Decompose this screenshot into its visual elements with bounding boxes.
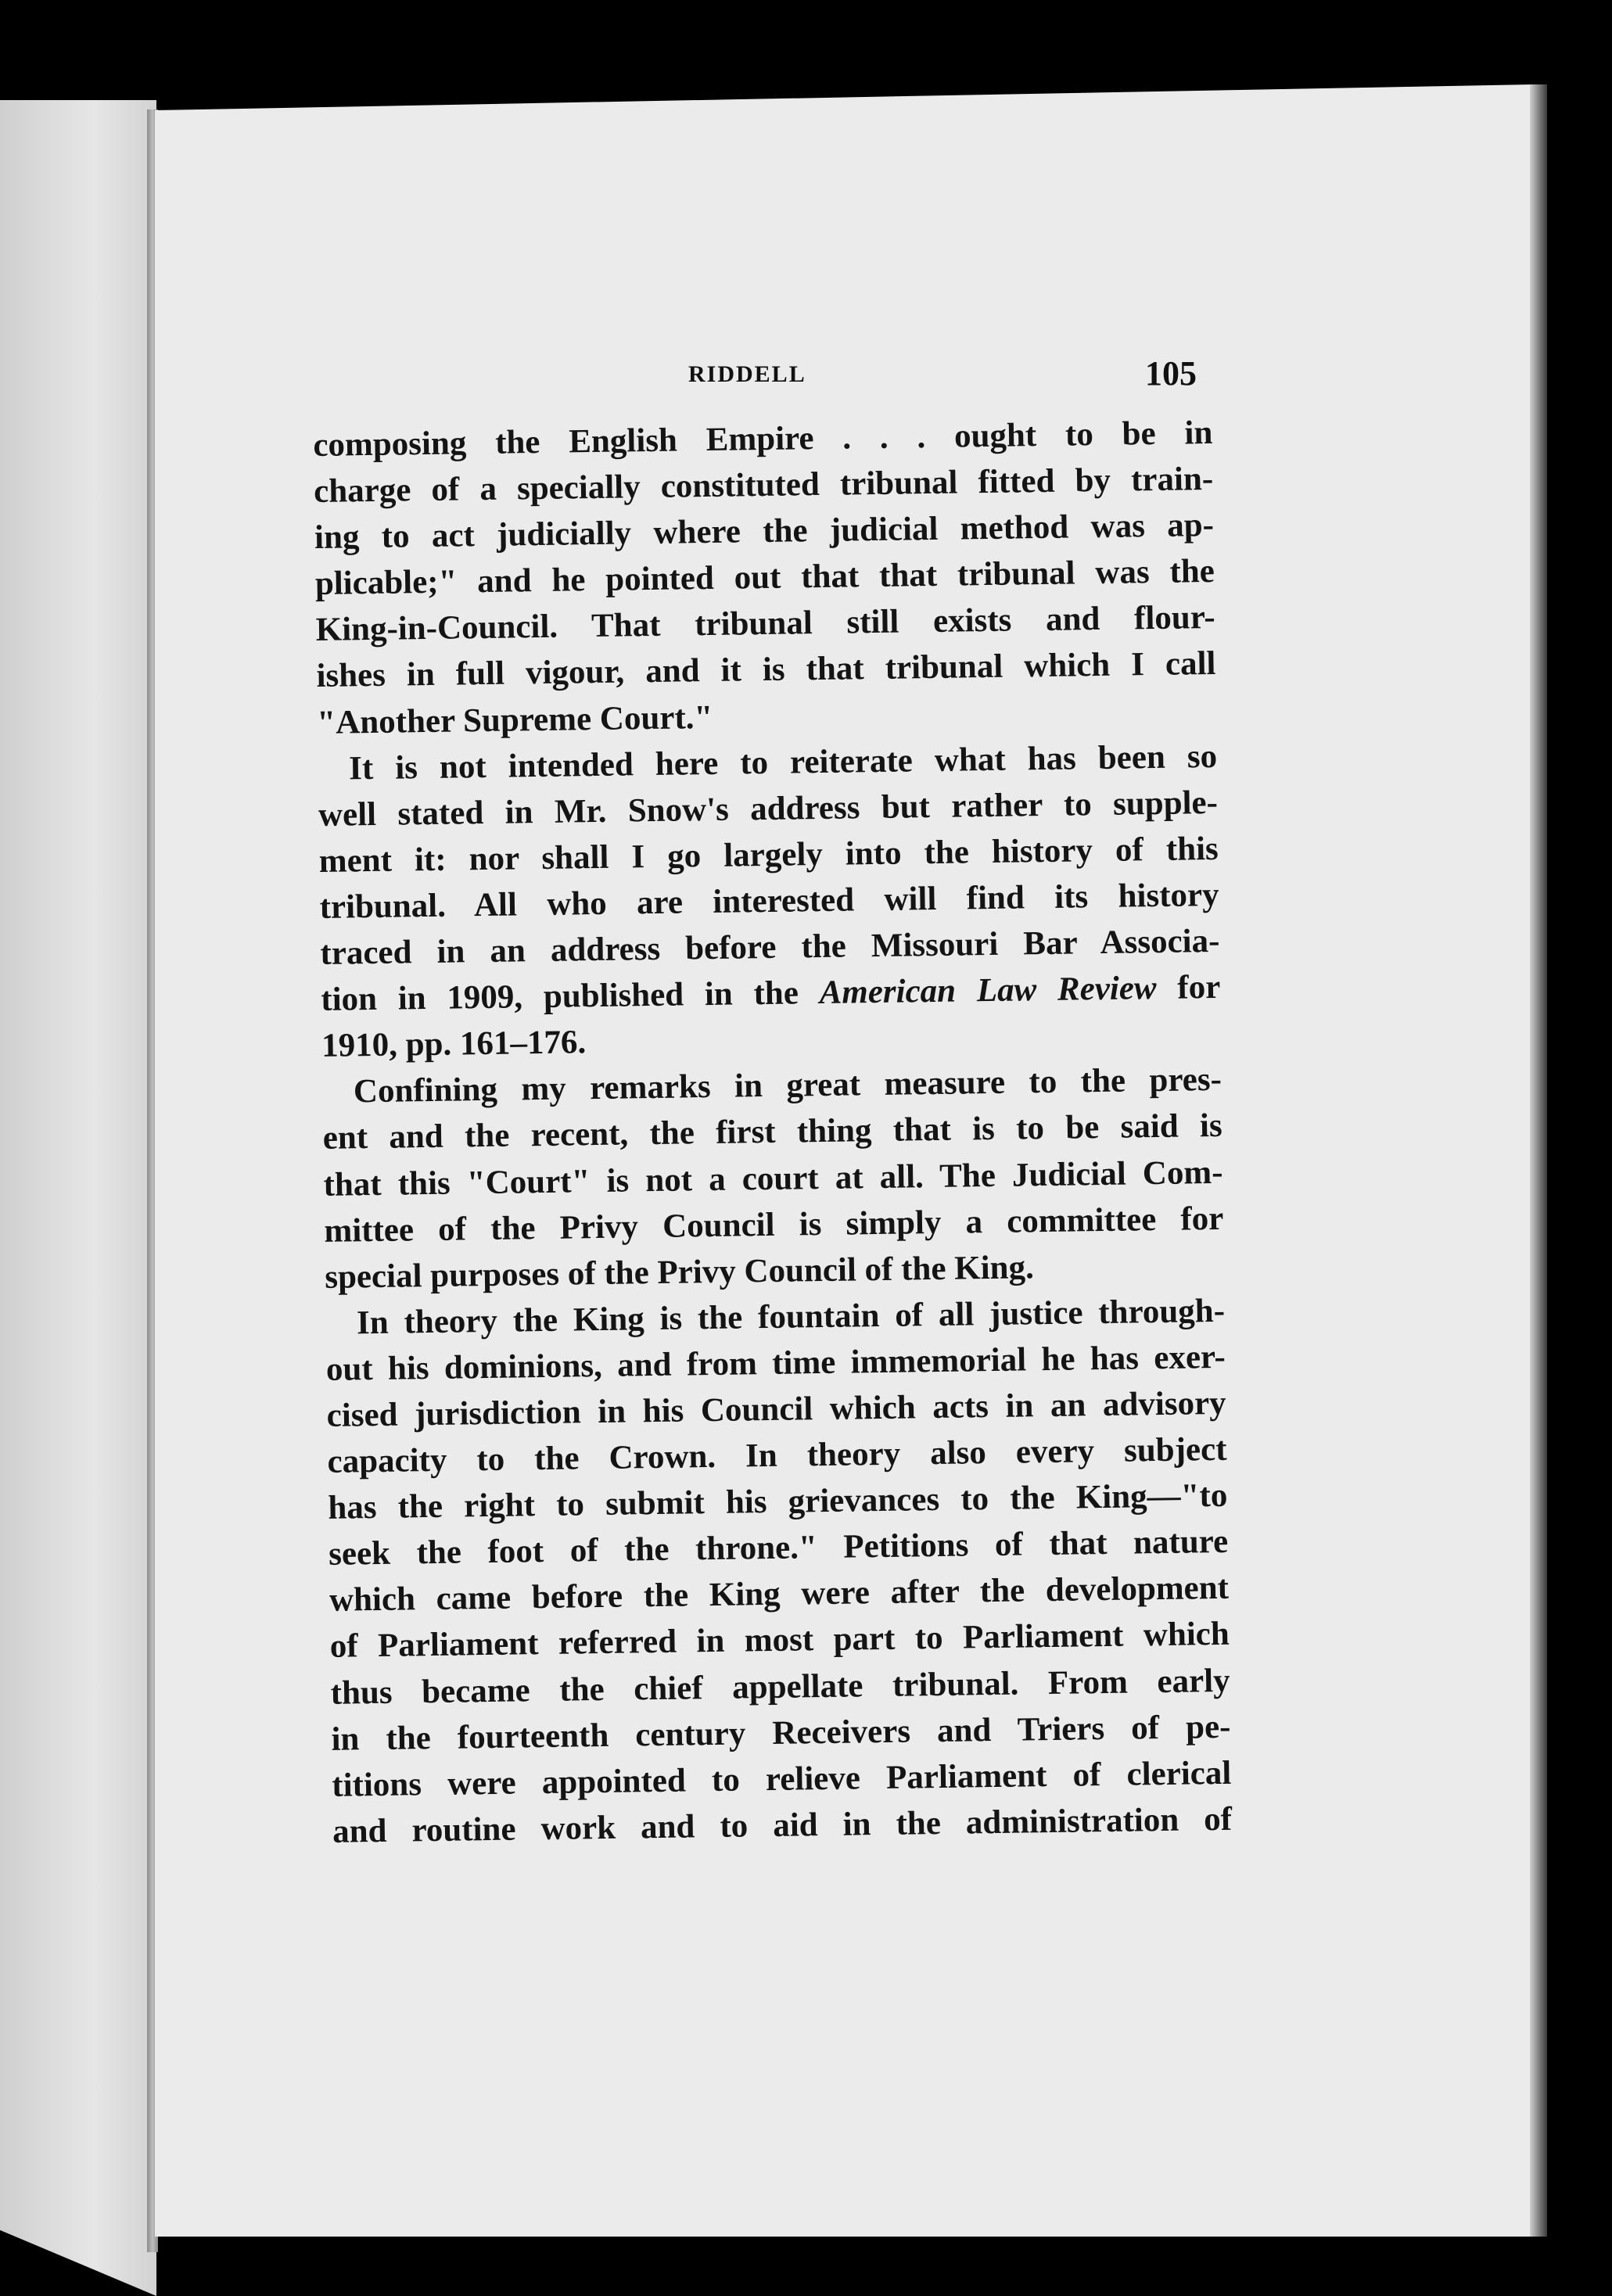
text-line: ment it: nor shall I go largely into the history of this [318,830,1219,880]
body-text [313,410,1232,1855]
text-line: capacity to the Crown. In theory also every subject [327,1430,1227,1480]
text-line: cised jurisdiction in his Council which acts in an advisory [326,1384,1226,1434]
text-line: ing to act judicially where the judicial method was ap- [314,507,1215,557]
journal-title: American Law Review [819,970,1157,1012]
text-line: thus became the chief appellate tribunal. From early [330,1662,1230,1712]
text-segment: for [1177,968,1221,1006]
text-line: charge of a specially constituted tribunal fitted by train- [313,461,1214,511]
text-line: mittee of the Privy Council is simply a committee for [324,1200,1224,1250]
paragraph-start-line: In theory the King is the fountain of all justice through- [356,1292,1226,1342]
page-number: 105 [1145,354,1197,393]
paragraph-start-line: Confining my remarks in great measure to the pres- [353,1061,1222,1110]
text-segment: tion in 1909, published in the [320,974,799,1019]
paragraph-start-line: It is not intended here to reiterate what has been so [348,737,1218,787]
page-edge-shadow [1530,84,1547,2237]
facing-page-edge [0,100,156,2296]
text-line: composing the English Empire . . . ought to be in [313,414,1213,464]
text-line: which came before the King were after the development [329,1570,1230,1620]
running-head: RIDDELL [688,361,806,387]
text-line: and routine work and to aid in the administration of [332,1800,1233,1850]
text-line: 1910, pp. 161–176. [321,1024,587,1065]
text-line: of Parliament referred in most part to Parliament which [329,1616,1230,1666]
text-line: ishes in full vigour, and it is that tribunal which I call [316,645,1216,695]
text-line: out his dominions, and from time immemorial he has exer- [325,1338,1226,1388]
page-header [313,353,1197,400]
text-line: has the right to submit his grievances to the King—"to [328,1476,1228,1527]
text-line: special purposes of the Privy Council of the King. [324,1248,1035,1296]
text-line: that this "Court" is not a court at all. The Judicial Com- [323,1153,1223,1204]
text-line: "Another Supreme Court." [317,698,713,741]
text-line: in the fourteenth century Receivers and Triers of pe- [331,1708,1231,1758]
text-line: plicable;" and he pointed out that that tribunal was the [314,553,1215,603]
text-line: tribunal. All who are interested will find its history [319,876,1219,926]
text-line: seek the foot of the throne." Petitions of that nature [328,1523,1229,1573]
text-line: titions were appointed to relieve Parliament of clerical [332,1754,1232,1804]
text-line: ent and the recent, the first thing that is to be said is [322,1107,1223,1157]
text-line: traced in an address before the Missouri Bar Associa- [320,922,1220,972]
text-line: well stated in Mr. Snow's address but rather to supple- [318,784,1219,834]
text-line: King-in-Council. That tribunal still exists and flour- [315,599,1215,649]
